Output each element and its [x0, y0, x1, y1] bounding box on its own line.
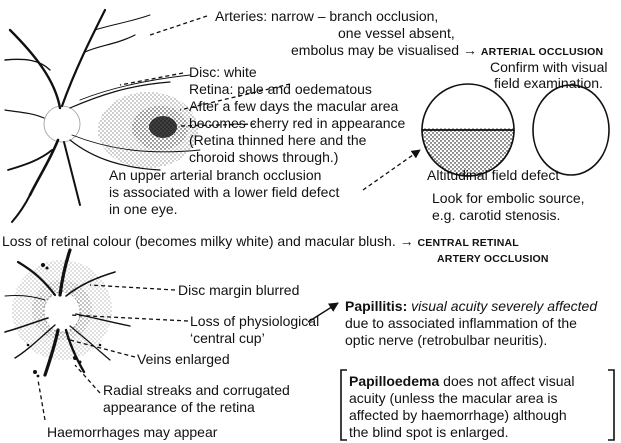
central-cup-line-1: Loss of physiological [190, 313, 320, 329]
artery-occlusion-label: ARTERY OCCLUSION [437, 253, 549, 265]
visual-field-right [533, 85, 609, 175]
haemorrhages-label: Haemorrhages may appear [47, 424, 218, 440]
papillitis-line-3: optic nerve (retrobulbar neuritis). [345, 332, 548, 348]
macular-stipple [98, 92, 198, 168]
embolic-line-1: Look for embolic source, [432, 190, 585, 206]
papilloedema-line-3: affected by haemorrhage) although [349, 407, 567, 423]
central-occlusion-text: Loss of retinal colour (becomes milky white) and macular blush. [2, 233, 396, 249]
veins-label: Veins enlarged [137, 351, 230, 367]
fundus-papilloedema [5, 250, 130, 377]
radial-streaks-line-1: Radial streaks and corrugated [103, 382, 290, 398]
papilloedema-title: Papilloedema [349, 373, 440, 389]
disc-note-line-3: After a few days the macular area [189, 98, 399, 114]
central-occlusion-line [2, 232, 519, 252]
papillitis-acuity: visual acuity severely affected [411, 298, 598, 314]
arteries-line-2: one vessel absent, [338, 25, 455, 41]
upper-branch-line-3: in one eye. [109, 201, 178, 217]
arrow-icon: → [399, 233, 414, 249]
upper-branch-line-1: An upper arterial branch occlusion [109, 167, 322, 183]
papillitis-line-1 [345, 297, 597, 315]
field-defect-caption: Altitudinal field defect [427, 167, 560, 183]
disc-note-line-5: (Retina thinned here and the [189, 132, 367, 148]
papilloedema-line-2: acuity (unless the macular area is [349, 390, 558, 406]
arteries-embolus-text: embolus may be visualised [291, 42, 460, 58]
embolic-line-2: e.g. carotid stenosis. [432, 207, 561, 223]
confirm-line-2: field examination. [494, 75, 603, 91]
optic-disc [44, 106, 80, 142]
upper-branch-line-2: is associated with a lower field defect [109, 184, 340, 200]
disc-margin-label: Disc margin blurred [178, 282, 300, 298]
disc-note-line-1: Disc: white [189, 64, 257, 80]
arteries-line-1: Arteries: narrow – branch occlusion, [215, 8, 439, 24]
radial-streaks-line-2: appearance of the retina [103, 399, 255, 415]
papilloedema-line-1-rest: does not affect visual [443, 373, 575, 389]
papillitis-line-2: due to associated inflammation of the [345, 315, 577, 331]
disc-note-line-2: Retina: pale and oedematous [189, 81, 372, 97]
papillitis-title: Papillitis: [345, 298, 408, 314]
disc-note-line-6: choroid shows through.) [189, 149, 339, 165]
arrow-icon: → [462, 42, 477, 58]
confirm-line-1: Confirm with visual [490, 59, 608, 75]
arterial-occlusion-label: ARTERIAL OCCLUSION [480, 46, 604, 58]
papilloedema-line-4: the blind spot is enlarged. [349, 424, 509, 440]
central-cup-line-2: ‘central cup’ [190, 330, 265, 346]
papilloedema-line-1 [349, 372, 574, 390]
disc-note-line-4: becomes cherry red in appearance [189, 115, 406, 131]
central-retinal-label: CENTRAL RETINAL [417, 237, 519, 249]
